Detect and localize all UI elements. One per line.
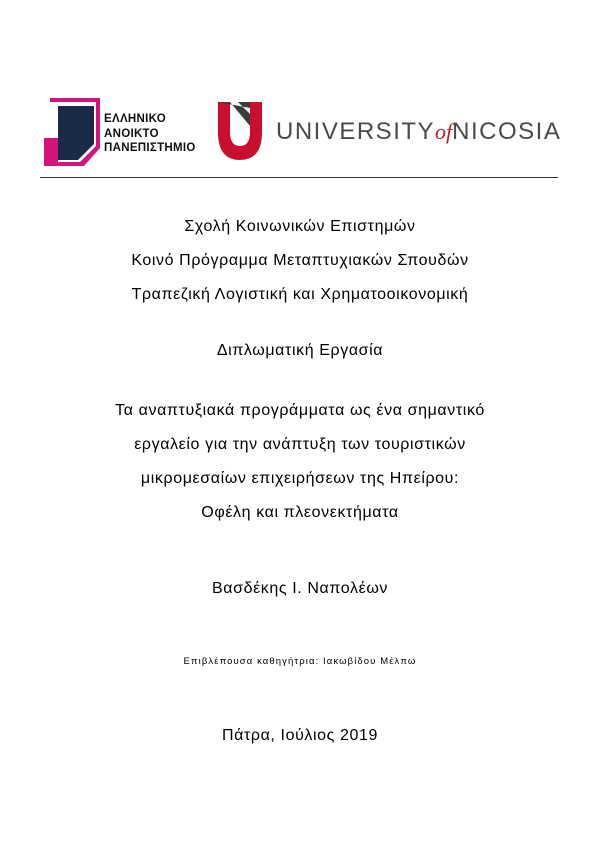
uon-logo-mark	[218, 102, 262, 160]
school-name: Σχολή Κοινωνικών Επιστημών	[184, 218, 416, 235]
eap-logo-text	[104, 112, 196, 156]
title-line-3: μικρομεσαίων επιχειρήσεων της Ηπείρου:	[140, 470, 460, 487]
thesis-title	[0, 394, 600, 530]
uon-text-end: NICOSIA	[452, 118, 562, 145]
thesis-type: Διπλωματική Εργασία	[216, 342, 384, 359]
author-name: Βασδέκης Ι. Ναπολέων	[211, 580, 389, 597]
eap-line-3: ΠΑΝΕΠΙΣΤΗΜΙΟ	[104, 142, 196, 154]
logo-bar	[0, 0, 600, 180]
institution-block	[0, 210, 600, 312]
title-line-1: Τα αναπτυξιακά προγράμματα ως ένα σημαντικό	[115, 402, 485, 419]
eap-line-1: ΕΛΛΗΝΙΚΟ	[104, 113, 166, 125]
uon-logo-text	[276, 118, 561, 146]
program-name: Κοινό Πρόγραμμα Μεταπτυχιακών Σπουδών	[131, 252, 469, 269]
uon-text-of: of	[435, 119, 453, 144]
eap-line-2: ΑΝΟΙΚΤΟ	[104, 127, 159, 140]
title-line-2: εργαλείο για την ανάπτυξη των τουριστικών	[134, 436, 466, 453]
header-divider	[40, 177, 558, 178]
supervisor-line: Επιβλέπουσα καθηγήτρια: Ιακωβίδου Μέλπω	[183, 656, 417, 667]
specialization-name: Τραπεζική Λογιστική και Χρηματοοικονομική	[131, 286, 469, 303]
eap-logo-mark	[44, 98, 100, 166]
uon-text-main: UNIVERSITY	[276, 118, 436, 145]
title-line-4: Οφέλη και πλεονεκτήματα	[201, 504, 399, 521]
place-date: Πάτρα, Ιούλιος 2019	[221, 727, 379, 744]
